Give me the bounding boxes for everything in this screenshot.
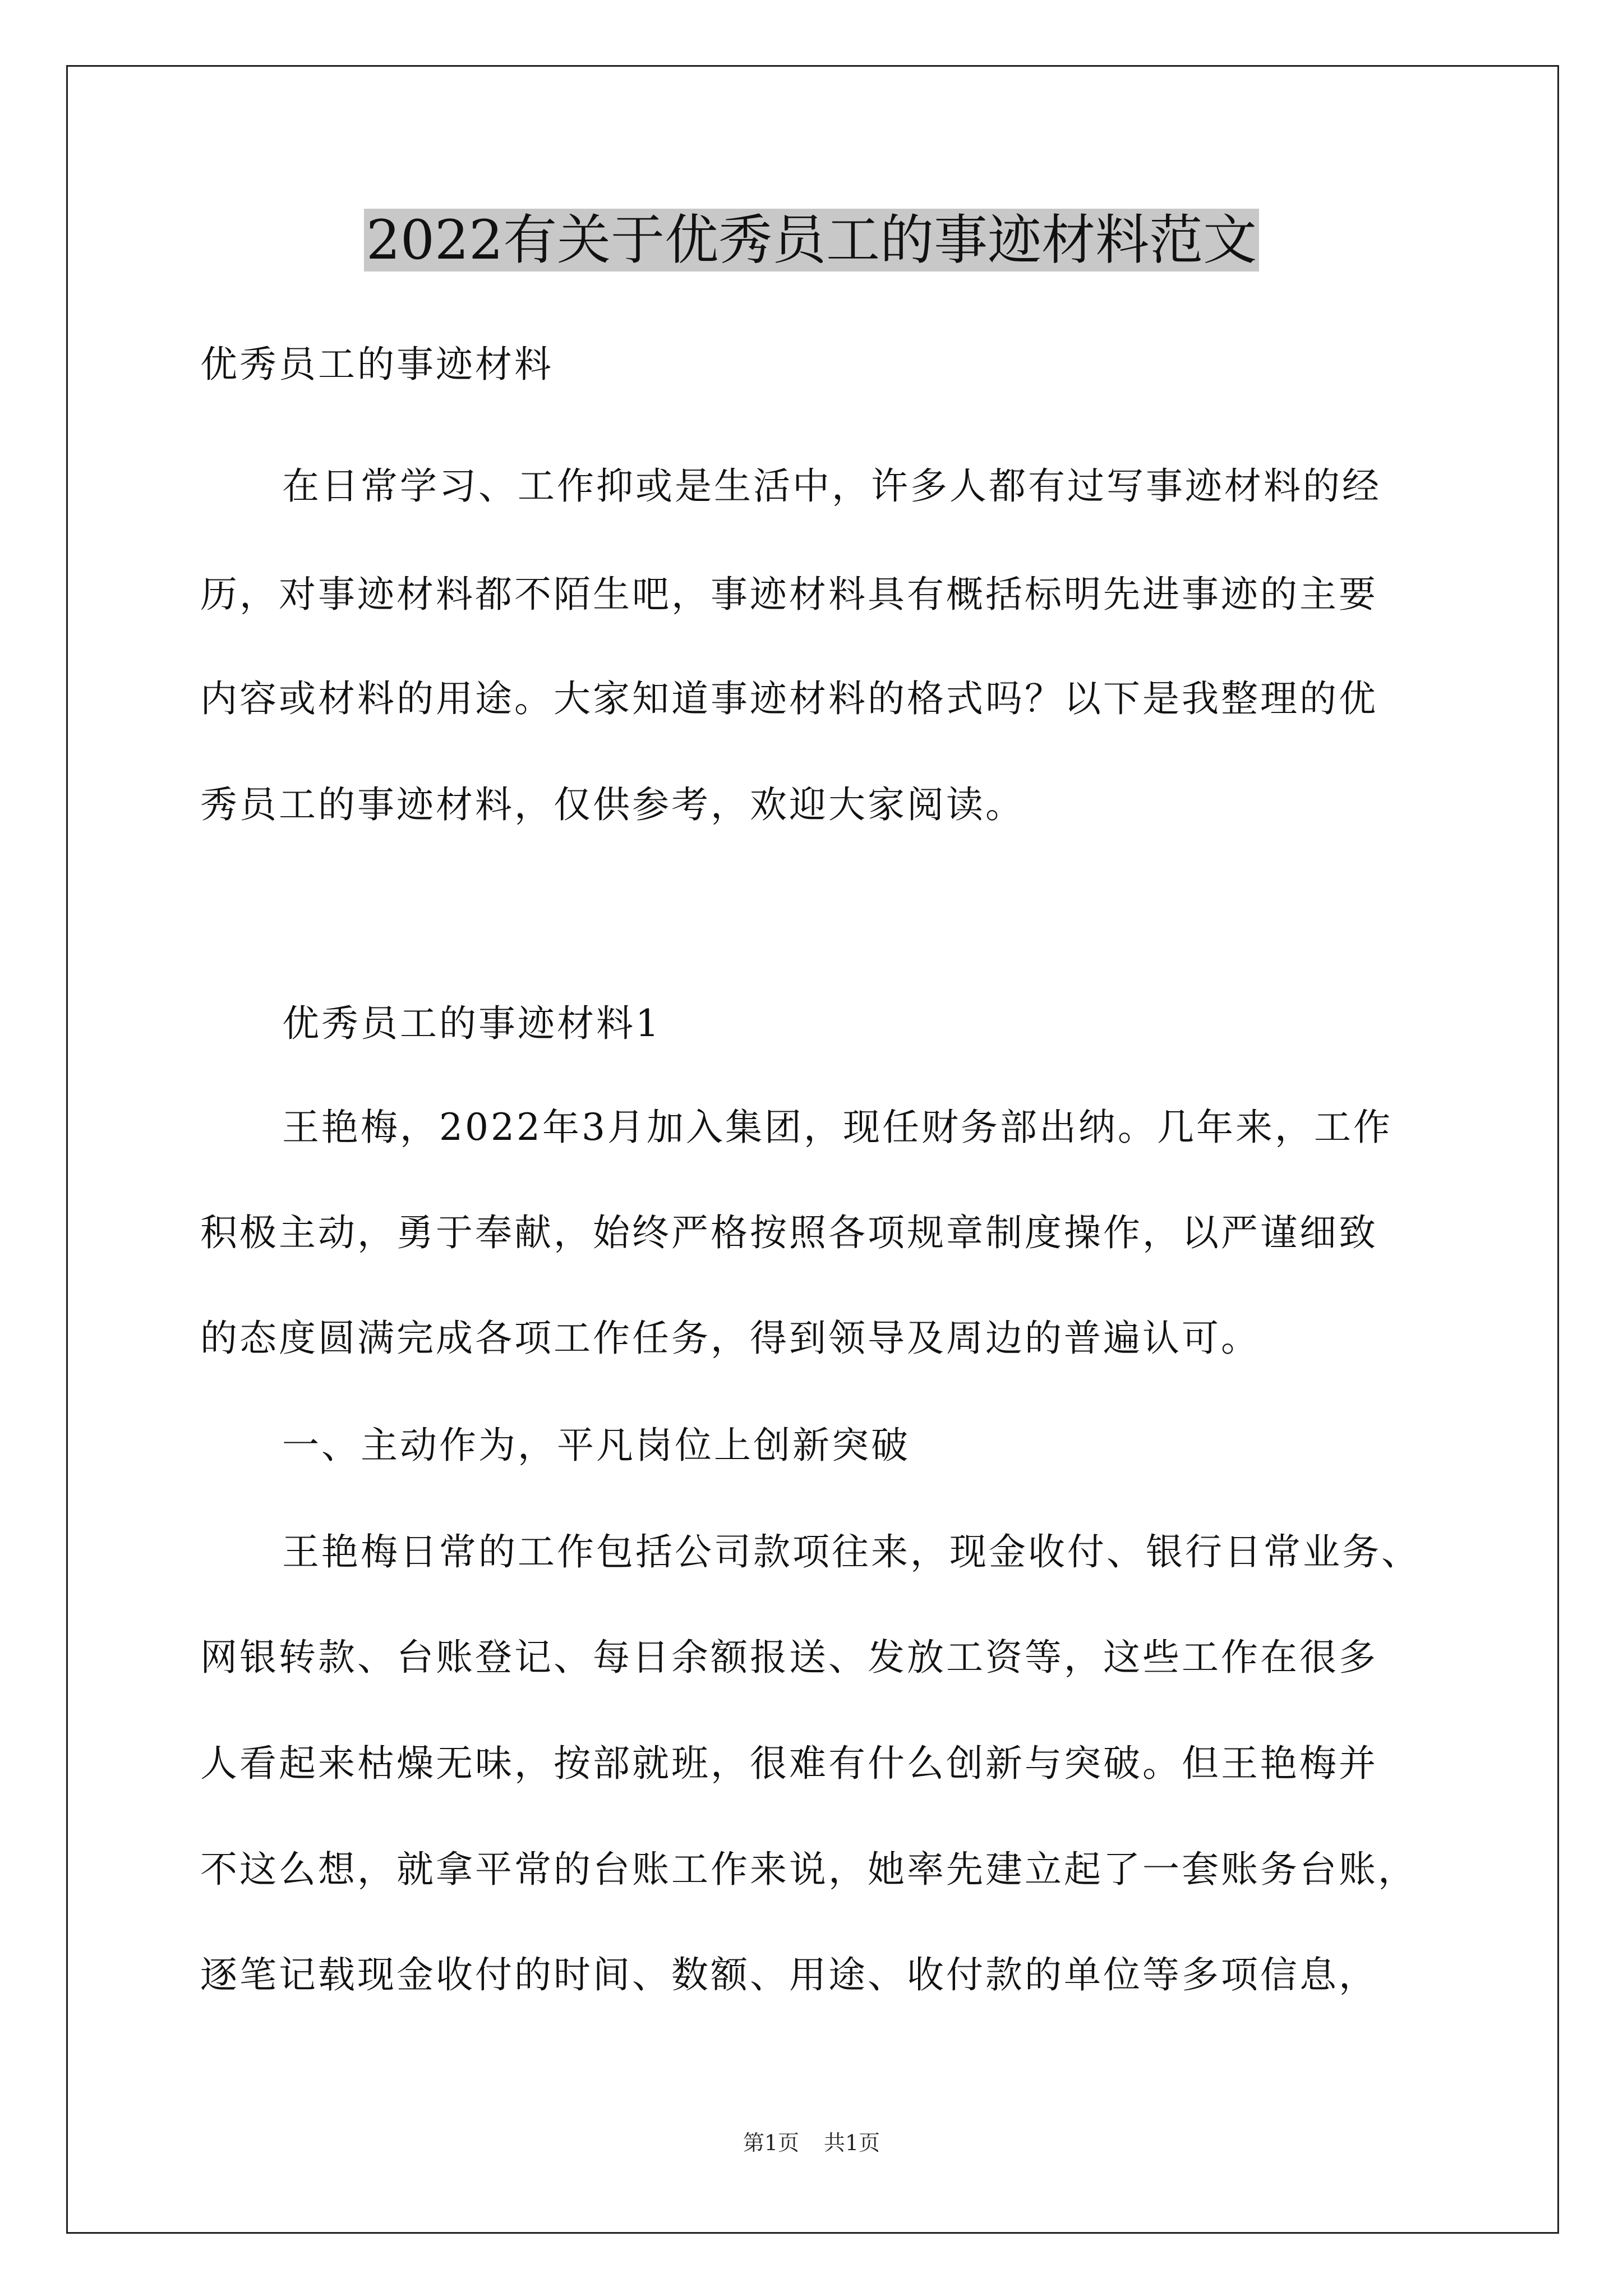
paragraph-line: 人看起来枯燥无味，按部就班，很难有什么创新与突破。但王艳梅并 <box>200 1742 1378 1785</box>
paragraph-line: 网银转款、台账登记、每日余额报送、发放工资等，这些工作在很多 <box>200 1636 1378 1679</box>
page-number: 第1页 <box>743 2131 799 2155</box>
paragraph-line: 王艳梅日常的工作包括公司款项往来，现金收付、银行日常业务、 <box>282 1530 1421 1573</box>
paragraph-line: 在日常学习、工作抑或是生活中，许多人都有过写事迹材料的经 <box>282 464 1381 508</box>
page-total: 共1页 <box>824 2131 880 2155</box>
section-heading: 一、主动作为，平凡岗位上创新突破 <box>282 1424 910 1467</box>
section-heading: 优秀员工的事迹材料 <box>200 343 554 386</box>
paragraph-line: 的态度圆满完成各项工作任务，得到领导及周边的普遍认可。 <box>200 1317 1260 1360</box>
document-title <box>0 204 1623 277</box>
section-heading: 优秀员工的事迹材料1 <box>282 1002 661 1045</box>
page-footer <box>0 2126 1623 2160</box>
paragraph-line: 历，对事迹材料都不陌生吧，事迹材料具有概括标明先进事迹的主要 <box>200 573 1378 616</box>
paragraph-line: 积极主动，勇于奉献，始终严格按照各项规章制度操作，以严谨细致 <box>200 1211 1378 1254</box>
paragraph-line: 不这么想，就拿平常的台账工作来说，她率先建立起了一套账务台账， <box>200 1848 1417 1891</box>
paragraph-line: 内容或材料的用途。大家知道事迹材料的格式吗？以下是我整理的优 <box>200 677 1378 720</box>
document-title-text: 2022有关于优秀员工的事迹材料范文 <box>364 209 1259 272</box>
paragraph-line: 逐笔记载现金收付的时间、数额、用途、收付款的单位等多项信息， <box>200 1953 1378 1996</box>
paragraph-line: 王艳梅，2022年3月加入集团，现任财务部出纳。几年来，工作 <box>282 1106 1393 1149</box>
paragraph-line: 秀员工的事迹材料，仅供参考，欢迎大家阅读。 <box>200 783 1025 826</box>
